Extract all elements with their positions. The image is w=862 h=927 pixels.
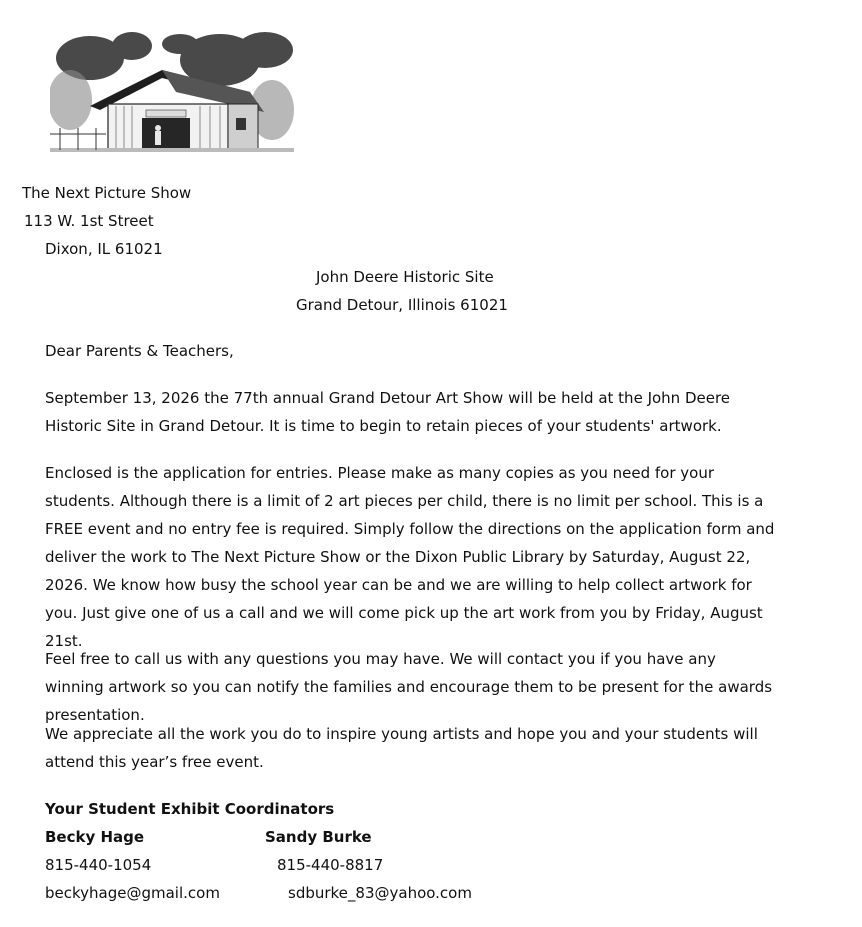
barn-sketch-logo xyxy=(50,30,294,152)
salutation: Dear Parents & Teachers, xyxy=(45,342,234,360)
paragraph-application-details: Enclosed is the application for entries. Please make as many copies as you need for your students. Although there is a limit of 2 art pieces per child, there is no limit per school. This is a FREE event and no entry fee is required. Simply follow the directions on the application form and deliver the work to The Next Picture Show or the Dixon Public Library by Saturday, August 22, 2026. We know how busy the school year can be and we are willing to help collect artwork for you. Just give one of us a call and we will come pick up the art work from you by Friday, August 21st. xyxy=(45,464,775,650)
coordinator-phone: 815-440-8817 xyxy=(277,856,384,874)
coordinator-name: Sandy Burke xyxy=(265,828,372,846)
sender-name: The Next Picture Show xyxy=(22,184,192,202)
coordinator-phone: 815-440-1054 xyxy=(45,856,152,874)
venue-city: Grand Detour, Illinois 61021 xyxy=(296,296,508,314)
paragraph-questions: Feel free to call us with any questions you may have. We will contact you if you have any winning artwork so you can notify the families and encourage them to be present for the awards presentation. xyxy=(45,650,773,724)
coordinator-email[interactable]: sdburke_83@yahoo.com xyxy=(288,884,472,902)
paragraph-event-announcement: September 13, 2026 the 77th annual Grand Detour Art Show will be held at the John Deere Historic Site in Grand Detour. It is time to begin to retain pieces of your students' artwork. xyxy=(45,389,731,435)
venue-name: John Deere Historic Site xyxy=(316,268,494,286)
sender-city: Dixon, IL 61021 xyxy=(45,240,163,258)
signature-heading: Your Student Exhibit Coordinators xyxy=(45,800,335,818)
sender-street: 113 W. 1st Street xyxy=(24,212,154,230)
coordinator-email[interactable]: beckyhage@gmail.com xyxy=(45,884,220,902)
paragraph-appreciation: We appreciate all the work you do to inspire young artists and hope you and your students will attend this year’s free event. xyxy=(45,725,758,771)
coordinator-name: Becky Hage xyxy=(45,828,145,846)
